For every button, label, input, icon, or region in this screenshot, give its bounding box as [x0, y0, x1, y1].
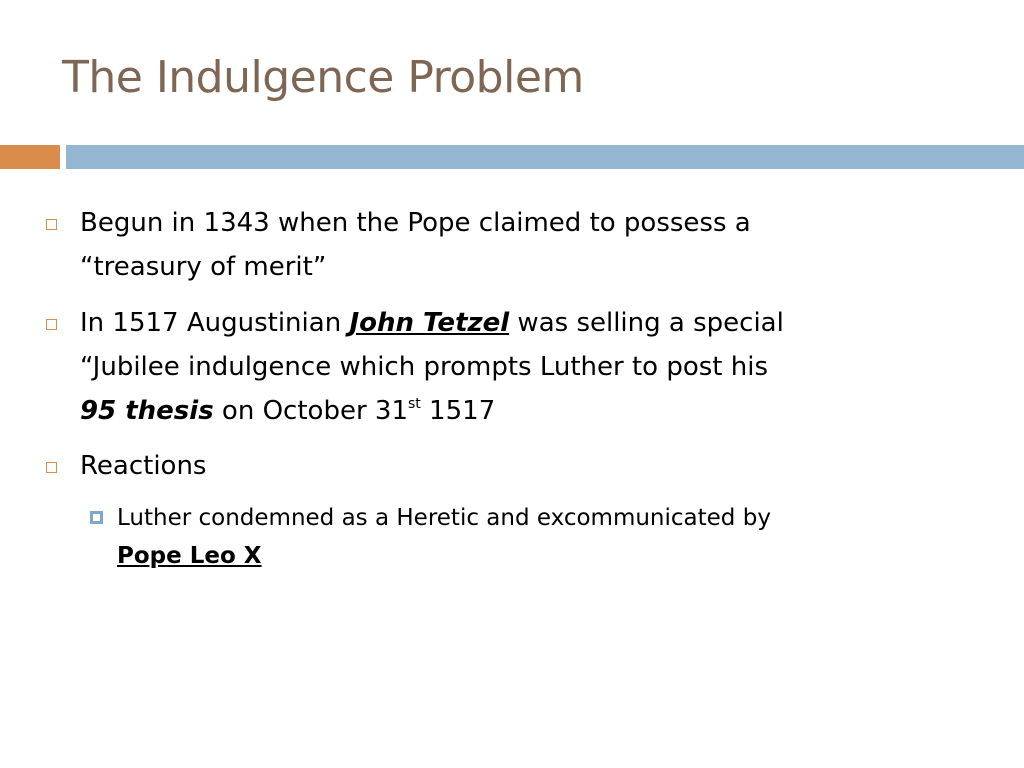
- pope-leo-x-name: Pope Leo X: [117, 543, 262, 569]
- bullet-1-line-2: “treasury of merit”: [80, 252, 327, 282]
- john-tetzel-name: John Tetzel: [349, 308, 510, 338]
- square-bullet-icon: [46, 219, 57, 230]
- 95-thesis-term: 95 thesis: [80, 396, 214, 426]
- bullet-3-line-1: Reactions: [80, 451, 207, 481]
- square-bullet-icon: [46, 462, 57, 473]
- ordinal-suffix: st: [408, 396, 421, 412]
- square-bullet-icon: [46, 319, 57, 330]
- bullet-2-text-start: In 1517 Augustinian: [80, 308, 350, 338]
- bullet-2-line-1: [80, 308, 784, 338]
- bullet-2-line-3: [80, 396, 495, 426]
- bullet-2-text-end: was selling a special: [509, 308, 784, 338]
- bullet-2-date-text: on October 31: [213, 396, 408, 426]
- bullet-1-line-1: Begun in 1343 when the Pope claimed to possess a: [80, 208, 751, 238]
- slide-title: The Indulgence Problem: [62, 52, 584, 103]
- sub-bullet-line-2: [117, 543, 262, 569]
- filled-square-bullet-icon: [90, 511, 103, 524]
- bullet-2-year: 1517: [420, 396, 496, 426]
- bullet-2-line-2: “Jubilee indulgence which prompts Luther to post his: [80, 352, 768, 382]
- sub-bullet-line-1: Luther condemned as a Heretic and excommunicated by: [117, 505, 771, 531]
